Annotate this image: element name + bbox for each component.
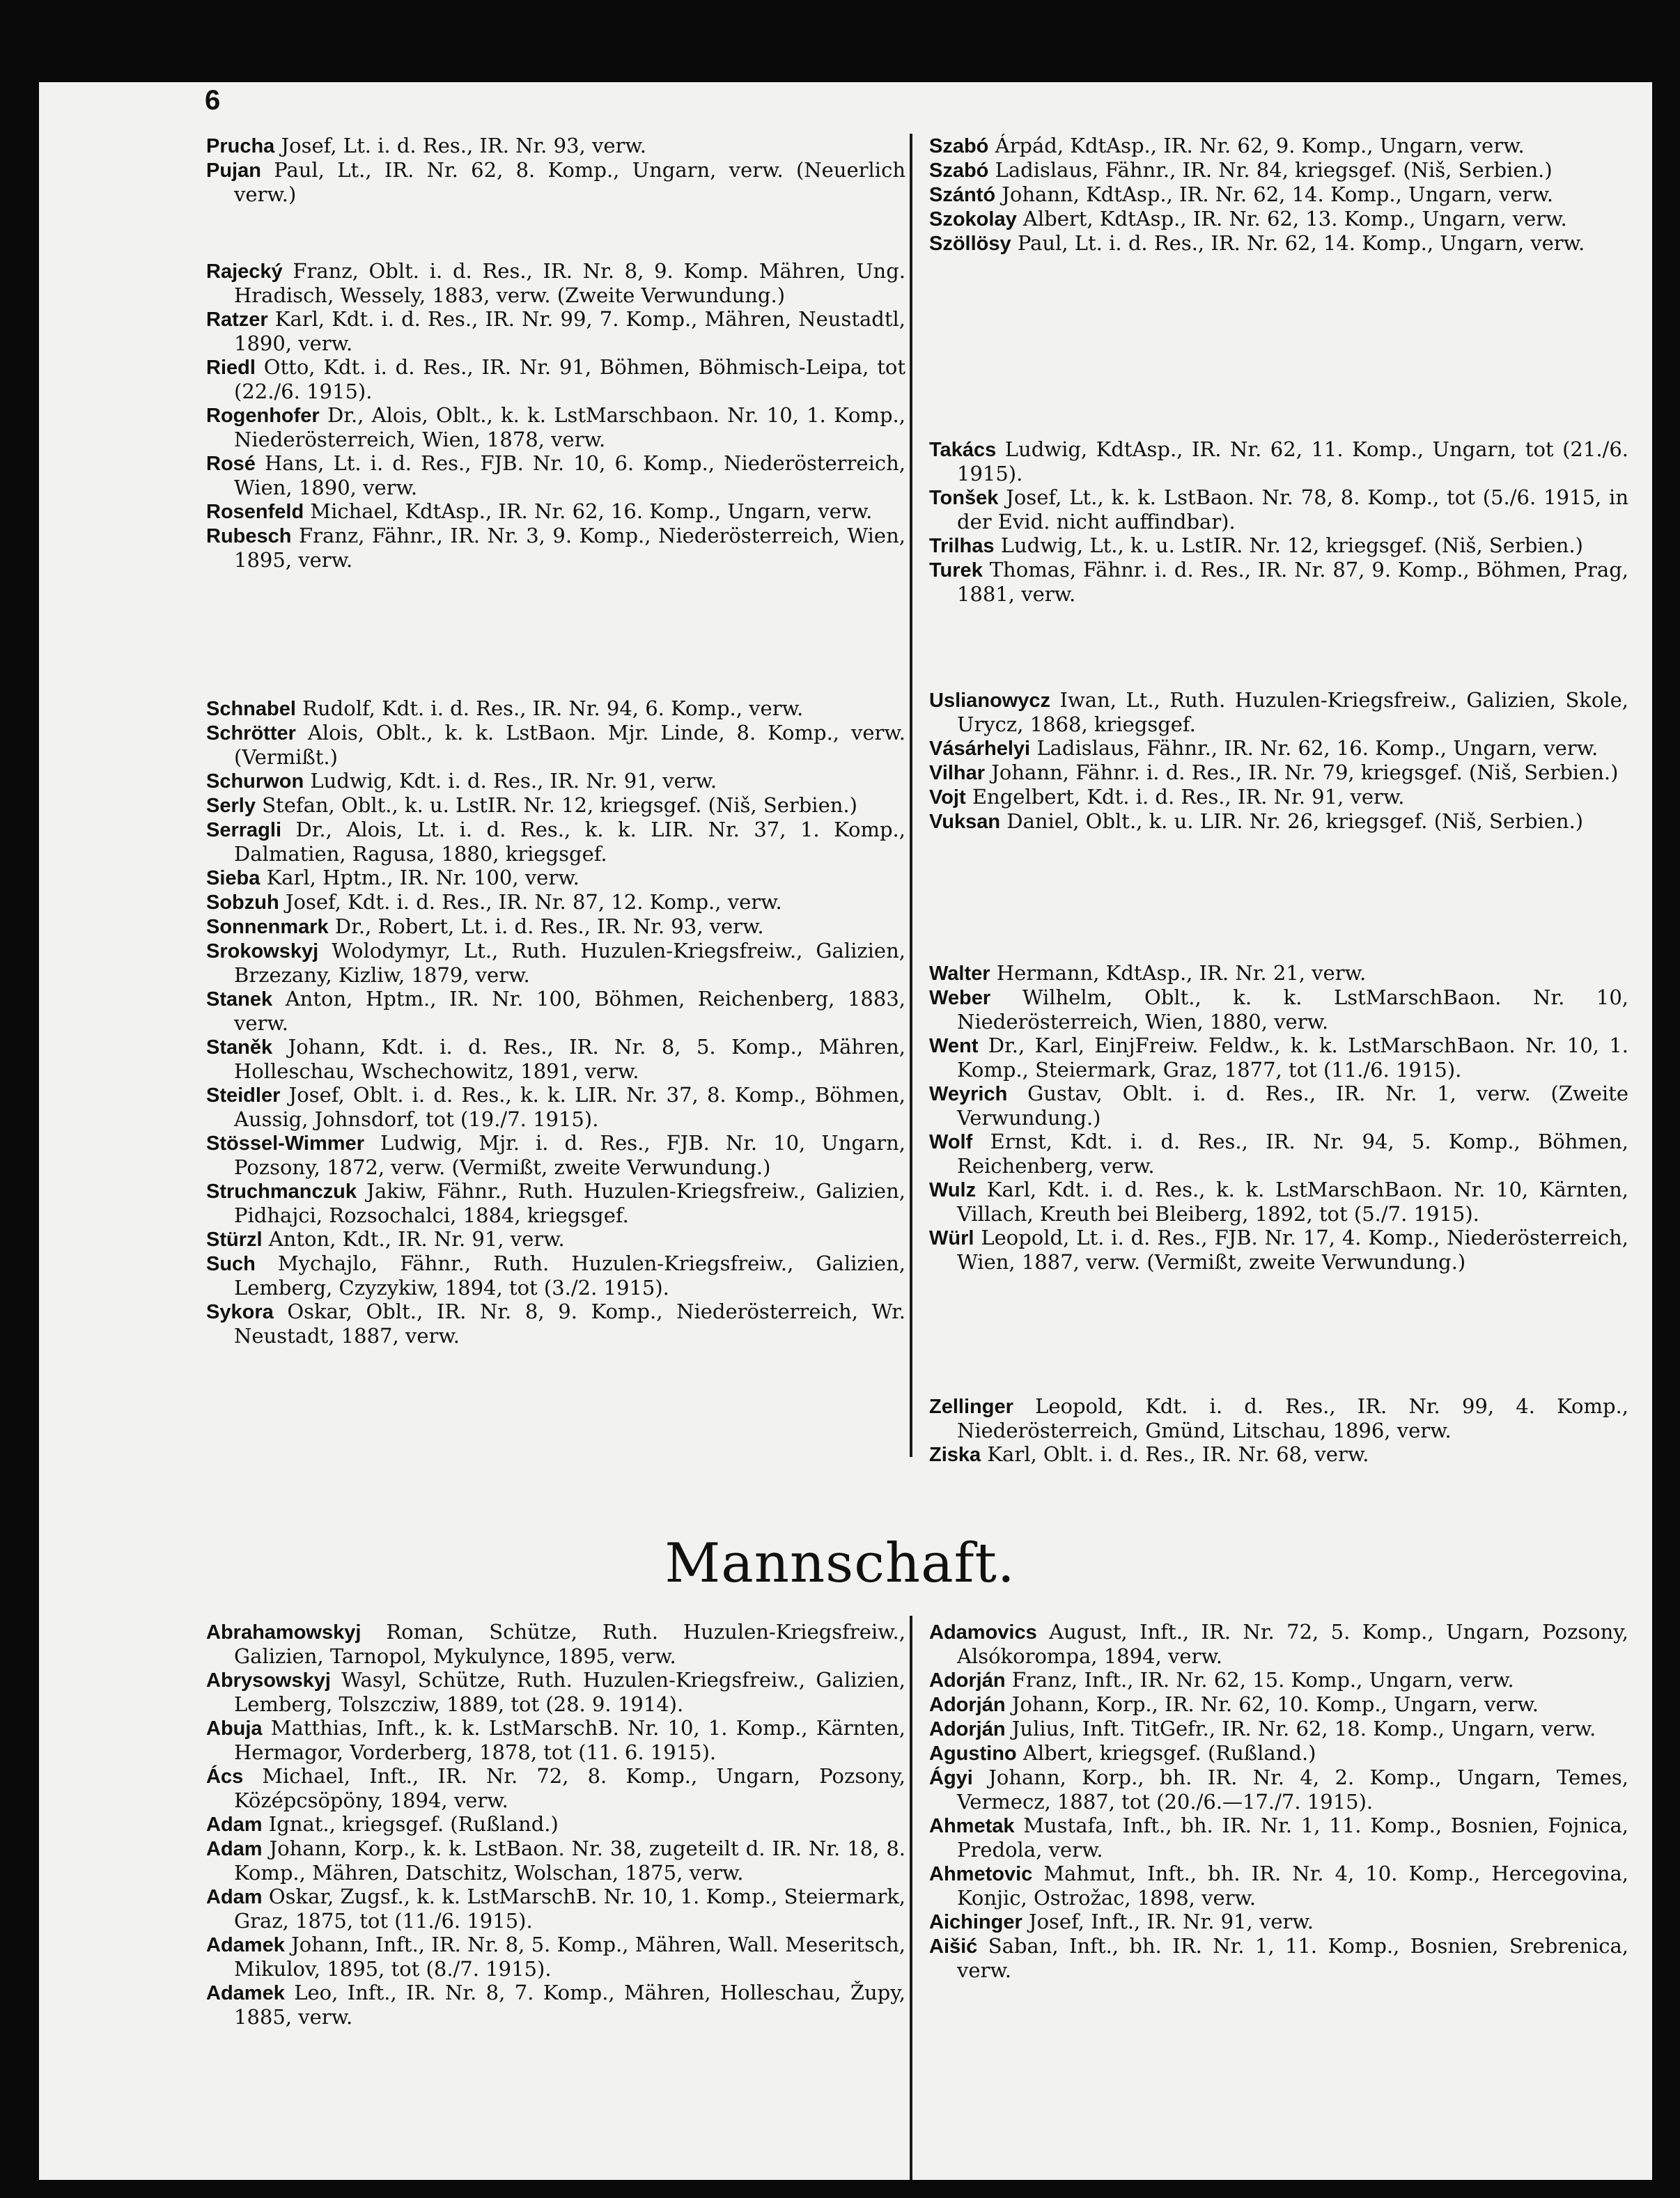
- entry-details: Jakiw, Fähnr., Ruth. Huzulen-Kriegsfreiw., Galizien, Pidhajci, Rozsochalci, 1884, kriegsgef.: [234, 1179, 905, 1227]
- roster-entry: [206, 1620, 905, 1668]
- roster-entry: [929, 437, 1628, 485]
- roster-entry: [206, 355, 905, 403]
- entry-surname: Went: [929, 1035, 979, 1057]
- entry-details: Ludwig, Mjr. i. d. Res., FJB. Nr. 10, Ungarn, Pozsony, 1872, verw. (Vermißt, zweite Verwundung.): [234, 1131, 905, 1179]
- entry-surname: Szabó: [929, 135, 989, 157]
- entry-details: Johann, Korp., bh. IR. Nr. 4, 2. Komp., Ungarn, Temes, Vermecz, 1887, tot (20./6.—17./7. 1915).: [957, 1766, 1628, 1814]
- entry-surname: Vojt: [929, 786, 966, 809]
- entry-details: Franz, Inft., IR. Nr. 62, 15. Komp., Ungarn, verw.: [1005, 1668, 1514, 1692]
- entry-surname: Ziska: [929, 1444, 981, 1466]
- entry-details: Franz, Oblt. i. d. Res., IR. Nr. 8, 9. Komp. Mähren, Ung. Hradisch, Wessely, 1883, verw. (Zweite Verwundung.): [234, 259, 905, 307]
- entry-surname: Tonšek: [929, 487, 999, 509]
- entry-surname: Zellinger: [929, 1396, 1013, 1418]
- entry-details: Johann, Inft., IR. Nr. 8, 5. Komp., Mähren, Wall. Meseritsch, Mikulov, 1895, tot (8./7. 1915).: [234, 1933, 905, 1981]
- scan-border-top: [0, 0, 1680, 82]
- roster-entry: [206, 1837, 905, 1885]
- entry-surname: Schrötter: [206, 722, 296, 745]
- entry-surname: Abuja: [206, 1717, 263, 1740]
- entry-surname: Trilhas: [929, 535, 995, 557]
- entry-surname: Aichinger: [929, 1911, 1022, 1933]
- roster-entry: [206, 1764, 905, 1812]
- column-rule-officers: [910, 134, 912, 1457]
- roster-entry: [929, 761, 1628, 785]
- entry-details: Daniel, Oblt., k. u. LIR. Nr. 26, kriegsgef. (Niš, Serbien.): [1000, 809, 1584, 833]
- entry-details: Ludwig, Kdt. i. d. Res., IR. Nr. 91, verw.: [304, 769, 717, 793]
- entry-details: Johann, Kdt. i. d. Res., IR. Nr. 8, 5. Komp., Mähren, Holleschau, Wschechowitz, 1891, verw.: [234, 1035, 905, 1083]
- entry-surname: Rajecký: [206, 260, 283, 283]
- column-rule-mannschaft: [910, 1616, 912, 2180]
- entry-details: Albert, KdtAsp., IR. Nr. 62, 13. Komp., Ungarn, verw.: [1016, 207, 1567, 231]
- roster-entry: [929, 1934, 1628, 1982]
- roster-entry: [929, 134, 1628, 158]
- entry-surname: Ahmetak: [929, 1815, 1015, 1837]
- entry-surname: Prucha: [206, 135, 275, 157]
- roster-entry: [206, 914, 905, 939]
- entry-surname: Adam: [206, 1838, 263, 1860]
- entry-surname: Wulz: [929, 1179, 977, 1201]
- entry-surname: Szabó: [929, 159, 989, 182]
- entry-details: Ignat., kriegsgef. (Rußland.): [262, 1812, 559, 1836]
- entry-details: Alois, Oblt., k. k. LstBaon. Mjr. Linde, 8. Komp., verw. (Vermißt.): [234, 721, 905, 769]
- roster-entry: [206, 866, 905, 890]
- roster-entry: [929, 207, 1628, 231]
- entry-details: Josef, Inft., IR. Nr. 91, verw.: [1022, 1910, 1314, 1933]
- entry-details: Gustav, Oblt. i. d. Res., IR. Nr. 1, verw. (Zweite Verwundung.): [957, 1082, 1628, 1130]
- entry-surname: Such: [206, 1253, 256, 1275]
- entry-surname: Sonnenmark: [206, 916, 329, 938]
- roster-entry: [206, 1131, 905, 1179]
- entry-details: Saban, Inft., bh. IR. Nr. 1, 11. Komp., Bosnien, Srebrenica, verw.: [957, 1934, 1628, 1982]
- entry-details: Matthias, Inft., k. k. LstMarschB. Nr. 10, 1. Komp., Kärnten, Hermagor, Vorderberg, 1878, tot (11. 6. 1915).: [234, 1716, 905, 1764]
- roster-entry: [206, 1179, 905, 1227]
- entry-surname: Weber: [929, 987, 991, 1009]
- roster-entry: [929, 533, 1628, 558]
- entry-details: Wasyl, Schütze, Ruth. Huzulen-Kriegsfreiw., Galizien, Lemberg, Tolszcziw, 1889, tot (28. 9. 1914).: [234, 1668, 905, 1716]
- entry-surname: Ahmetovic: [929, 1863, 1033, 1885]
- entry-surname: Rosenfeld: [206, 501, 304, 523]
- roster-entry: [206, 1300, 905, 1348]
- entry-surname: Schurwon: [206, 770, 304, 793]
- roster-entry: [206, 403, 905, 451]
- entry-details: Mychajlo, Fähnr., Ruth. Huzulen-Kriegsfreiw., Galizien, Lemberg, Czyzykiw, 1894, tot (3./2. 1915).: [234, 1252, 905, 1300]
- entry-surname: Wolf: [929, 1131, 973, 1153]
- roster-entry: [929, 961, 1628, 985]
- entry-details: Karl, Hptm., IR. Nr. 100, verw.: [260, 866, 580, 889]
- entry-details: Karl, Kdt. i. d. Res., IR. Nr. 99, 7. Komp., Mähren, Neustadtl, 1890, verw.: [234, 307, 905, 355]
- entry-details: Leo, Inft., IR. Nr. 8, 7. Komp., Mähren, Holleschau, Župy, 1885, verw.: [234, 1981, 905, 2029]
- entry-details: Anton, Kdt., IR. Nr. 91, verw.: [262, 1227, 565, 1251]
- entry-surname: Adam: [206, 1814, 263, 1836]
- roster-entry: [929, 182, 1628, 207]
- roster-entry: [929, 1082, 1628, 1130]
- entry-details: Paul, Lt., IR. Nr. 62, 8. Komp., Ungarn, verw. (Neuerlich verw.): [234, 158, 905, 206]
- entry-details: Dr., Robert, Lt. i. d. Res., IR. Nr. 93, verw.: [328, 914, 764, 938]
- scan-border-bottom: [0, 2180, 1680, 2198]
- entry-surname: Serly: [206, 795, 256, 817]
- entry-details: Leopold, Kdt. i. d. Res., IR. Nr. 99, 4. Komp., Niederösterreich, Gmünd, Litschau, 1896, verw.: [957, 1394, 1628, 1442]
- entry-surname: Adorján: [929, 1718, 1006, 1740]
- group-z: [929, 1394, 1628, 1467]
- entry-details: Karl, Kdt. i. d. Res., k. k. LstMarschBaon. Nr. 10, Kärnten, Villach, Kreuth bei Bleiberg, 1892, tot (5./7. 1915).: [957, 1178, 1628, 1226]
- entry-surname: Adam: [206, 1886, 263, 1908]
- group-r: [206, 259, 905, 572]
- roster-entry: [929, 231, 1628, 256]
- entry-surname: Vásárhelyi: [929, 738, 1031, 760]
- entry-surname: Stürzl: [206, 1229, 263, 1251]
- entry-details: Anton, Hptm., IR. Nr. 100, Böhmen, Reichenberg, 1883, verw.: [234, 987, 905, 1035]
- entry-details: Franz, Fähnr., IR. Nr. 3, 9. Komp., Niederösterreich, Wien, 1895, verw.: [234, 524, 905, 572]
- entry-surname: Sykora: [206, 1301, 274, 1323]
- entry-surname: Sieba: [206, 867, 260, 889]
- roster-entry: [929, 1862, 1628, 1910]
- entry-surname: Aišić: [929, 1935, 978, 1958]
- entry-details: Ludwig, KdtAsp., IR. Nr. 62, 11. Komp., Ungarn, tot (21./6. 1915).: [957, 437, 1628, 485]
- entry-details: Josef, Lt., k. k. LstBaon. Nr. 78, 8. Komp., tot (5./6. 1915, in der Evid. nicht auffindbar).: [957, 485, 1628, 533]
- roster-entry: [206, 939, 905, 987]
- scan-border-left: [0, 0, 39, 2198]
- roster-entry: [929, 1910, 1628, 1934]
- roster-entry: [929, 1814, 1628, 1862]
- entry-surname: Steidler: [206, 1084, 281, 1107]
- entry-surname: Walter: [929, 962, 990, 985]
- entry-details: Ladislaus, Fähnr., IR. Nr. 84, kriegsgef. (Niš, Serbien.): [988, 158, 1553, 182]
- roster-entry: [929, 1620, 1628, 1668]
- roster-entry: [206, 1981, 905, 2029]
- entry-details: Ernst, Kdt. i. d. Res., IR. Nr. 94, 5. Komp., Böhmen, Reichenberg, verw.: [957, 1130, 1628, 1178]
- entry-surname: Adorján: [929, 1694, 1006, 1716]
- roster-entry: [206, 307, 905, 355]
- roster-entry: [206, 158, 905, 206]
- entry-details: Stefan, Oblt., k. u. LstIR. Nr. 12, kriegsgef. (Niš, Serbien.): [255, 793, 857, 817]
- entry-details: Michael, Inft., IR. Nr. 72, 8. Komp., Ungarn, Pozsony, Középcsöpöny, 1894, verw.: [234, 1764, 905, 1812]
- entry-details: Otto, Kdt. i. d. Res., IR. Nr. 91, Böhmen, Böhmisch-Leipa, tot (22./6. 1915).: [234, 355, 905, 403]
- entry-details: Julius, Inft. TitGefr., IR. Nr. 62, 18. Komp., Ungarn, verw.: [1005, 1717, 1596, 1740]
- entry-surname: Rubesch: [206, 525, 292, 547]
- entry-details: Oskar, Zugsf., k. k. LstMarschB. Nr. 10, 1. Komp., Steiermark, Graz, 1875, tot (11./6. 1915).: [234, 1885, 905, 1933]
- entry-details: Josef, Kdt. i. d. Res., IR. Nr. 87, 12. Komp., verw.: [279, 890, 782, 914]
- scan-border-right: [1652, 0, 1680, 2198]
- roster-entry: [929, 158, 1628, 182]
- roster-entry: [929, 1692, 1628, 1717]
- entry-surname: Pujan: [206, 159, 261, 182]
- entry-details: Wilhelm, Oblt., k. k. LstMarschBaon. Nr. 10, Niederösterreich, Wien, 1880, verw.: [957, 985, 1628, 1034]
- entry-surname: Adamek: [206, 1982, 285, 2004]
- entry-details: Josef, Lt. i. d. Res., IR. Nr. 93, verw.: [274, 134, 646, 157]
- entry-surname: Stanek: [206, 988, 273, 1011]
- roster-entry: [206, 1035, 905, 1083]
- group-mannschaft-left: [206, 1620, 905, 2029]
- roster-entry: [929, 1442, 1628, 1467]
- roster-entry: [929, 1741, 1628, 1766]
- entry-details: August, Inft., IR. Nr. 72, 5. Komp., Ungarn, Pozsony, Alsókorompa, 1894, verw.: [957, 1620, 1628, 1668]
- entry-surname: Abrahamowskyj: [206, 1621, 361, 1644]
- entry-details: Oskar, Oblt., IR. Nr. 8, 9. Komp., Niederösterreich, Wr. Neustadt, 1887, verw.: [234, 1300, 905, 1348]
- entry-surname: Ratzer: [206, 309, 268, 331]
- roster-entry: [206, 818, 905, 866]
- entry-surname: Würl: [929, 1227, 974, 1249]
- entry-surname: Turek: [929, 559, 983, 582]
- entry-surname: Agustino: [929, 1743, 1017, 1765]
- roster-entry: [929, 785, 1628, 809]
- roster-entry: [206, 1227, 905, 1252]
- entry-details: Wolodymyr, Lt., Ruth. Huzulen-Kriegsfreiw., Galizien, Brzezany, Kizliw, 1879, verw.: [234, 939, 905, 987]
- entry-details: Roman, Schütze, Ruth. Huzulen-Kriegsfreiw., Galizien, Tarnopol, Mykulynce, 1895, verw.: [234, 1620, 905, 1668]
- entry-surname: Rogenhofer: [206, 405, 320, 427]
- roster-entry: [206, 1668, 905, 1716]
- entry-details: Josef, Oblt. i. d. Res., k. k. LIR. Nr. 37, 8. Komp., Böhmen, Aussig, Johnsdorf, tot (19./7. 1915).: [234, 1083, 905, 1131]
- group-p: [206, 134, 905, 206]
- entry-details: Mustafa, Inft., bh. IR. Nr. 1, 11. Komp., Bosnien, Fojnica, Predola, verw.: [957, 1814, 1628, 1862]
- group-u-v: [929, 688, 1628, 834]
- roster-entry: [929, 1766, 1628, 1814]
- roster-entry: [929, 1178, 1628, 1226]
- entry-surname: Ács: [206, 1766, 244, 1788]
- entry-details: Hans, Lt. i. d. Res., FJB. Nr. 10, 6. Komp., Niederösterreich, Wien, 1890, verw.: [234, 451, 905, 499]
- entry-surname: Takács: [929, 439, 997, 461]
- entry-details: Ladislaus, Fähnr., IR. Nr. 62, 16. Komp., Ungarn, verw.: [1030, 736, 1599, 760]
- entry-surname: Rosé: [206, 453, 256, 475]
- section-title-mannschaft: Mannschaft.: [664, 1532, 1016, 1595]
- entry-details: Michael, KdtAsp., IR. Nr. 62, 16. Komp., Ungarn, verw.: [304, 499, 873, 523]
- roster-entry: [206, 451, 905, 499]
- roster-entry: [206, 1083, 905, 1131]
- entry-surname: Szántó: [929, 184, 996, 206]
- roster-entry: [929, 485, 1628, 533]
- entry-surname: Riedl: [206, 357, 256, 379]
- entry-surname: Stössel-Wimmer: [206, 1132, 364, 1155]
- entry-details: Mahmut, Inft., bh. IR. Nr. 4, 10. Komp., Hercegovina, Konjic, Ostrožac, 1898, verw.: [957, 1862, 1628, 1910]
- roster-entry: [929, 1226, 1628, 1274]
- roster-entry: [929, 1034, 1628, 1082]
- entry-surname: Szokolay: [929, 208, 1017, 231]
- entry-surname: Weyrich: [929, 1083, 1008, 1105]
- roster-entry: [929, 809, 1628, 834]
- group-sz: [929, 134, 1628, 256]
- roster-entry: [206, 890, 905, 914]
- entry-surname: Adorján: [929, 1669, 1006, 1692]
- entry-surname: Vilhar: [929, 762, 986, 784]
- entry-surname: Struchmanczuk: [206, 1180, 357, 1203]
- roster-entry: [206, 696, 905, 721]
- roster-entry: [929, 688, 1628, 736]
- roster-entry: [206, 134, 905, 158]
- roster-entry: [206, 769, 905, 793]
- roster-entry: [206, 987, 905, 1035]
- entry-surname: Sobzuh: [206, 891, 279, 914]
- entry-details: Paul, Lt. i. d. Res., IR. Nr. 62, 14. Komp., Ungarn, verw.: [1011, 231, 1585, 255]
- group-w: [929, 961, 1628, 1274]
- entry-details: Iwan, Lt., Ruth. Huzulen-Kriegsfreiw., Galizien, Skole, Urycz, 1868, kriegsgef.: [957, 688, 1628, 736]
- entry-details: Leopold, Lt. i. d. Res., FJB. Nr. 17, 4. Komp., Niederösterreich, Wien, 1887, verw. (Vermißt, zweite Verwundung.): [957, 1226, 1628, 1274]
- entry-surname: Schnabel: [206, 698, 296, 720]
- entry-details: Johann, KdtAsp., IR. Nr. 62, 14. Komp., Ungarn, verw.: [995, 182, 1553, 206]
- entry-surname: Szöllösy: [929, 233, 1011, 255]
- entry-details: Johann, Korp., IR. Nr. 62, 10. Komp., Ungarn, verw.: [1005, 1692, 1539, 1716]
- entry-surname: Staněk: [206, 1036, 273, 1059]
- group-t: [929, 437, 1628, 606]
- roster-entry: [206, 1812, 905, 1837]
- page-number: 6: [205, 85, 221, 116]
- entry-surname: Adamovics: [929, 1621, 1037, 1644]
- entry-surname: Uslianowycz: [929, 689, 1051, 712]
- entry-details: Árpád, KdtAsp., IR. Nr. 62, 9. Komp., Ungarn, verw.: [988, 134, 1525, 157]
- entry-details: Dr., Alois, Lt. i. d. Res., k. k. LIR. Nr. 37, 1. Komp., Dalmatien, Ragusa, 1880, kriegsgef.: [234, 818, 905, 866]
- entry-details: Johann, Fähnr. i. d. Res., IR. Nr. 79, kriegsgef. (Niš, Serbien.): [985, 761, 1619, 784]
- roster-entry: [206, 1885, 905, 1933]
- roster-entry: [206, 721, 905, 769]
- roster-entry: [206, 1933, 905, 1981]
- entry-surname: Serragli: [206, 819, 281, 841]
- entry-surname: Ágyi: [929, 1767, 973, 1789]
- roster-entry: [929, 558, 1628, 606]
- group-mannschaft-right: [929, 1620, 1628, 1982]
- roster-entry: [929, 985, 1628, 1034]
- roster-entry: [929, 1394, 1628, 1442]
- entry-details: Karl, Oblt. i. d. Res., IR. Nr. 68, verw.: [981, 1442, 1369, 1466]
- entry-details: Johann, Korp., k. k. LstBaon. Nr. 38, zugeteilt d. IR. Nr. 18, 8. Komp., Mähren, Datschitz, Wolschan, 1875, verw.: [234, 1837, 905, 1885]
- roster-entry: [929, 1717, 1628, 1741]
- roster-entry: [206, 524, 905, 572]
- entry-details: Ludwig, Lt., k. u. LstIR. Nr. 12, kriegsgef. (Niš, Serbien.): [994, 533, 1583, 557]
- entry-surname: Abrysowskyj: [206, 1669, 331, 1692]
- entry-surname: Vuksan: [929, 811, 1001, 833]
- entry-details: Dr., Karl, EinjFreiw. Feldw., k. k. LstMarschBaon. Nr. 10, 1. Komp., Steiermark, Graz, 1877, tot (11./6. 1915).: [957, 1034, 1628, 1082]
- group-s-left: [206, 696, 905, 1348]
- entry-surname: Srokowskyj: [206, 940, 319, 962]
- entry-details: Thomas, Fähnr. i. d. Res., IR. Nr. 87, 9. Komp., Böhmen, Prag, 1881, verw.: [957, 558, 1628, 606]
- entry-details: Dr., Alois, Oblt., k. k. LstMarschbaon. Nr. 10, 1. Komp., Niederösterreich, Wien, 1878, verw.: [234, 403, 905, 451]
- roster-entry: [206, 499, 905, 524]
- roster-entry: [929, 1130, 1628, 1178]
- entry-surname: Adamek: [206, 1934, 285, 1956]
- entry-details: Rudolf, Kdt. i. d. Res., IR. Nr. 94, 6. Komp., verw.: [295, 696, 804, 720]
- entry-details: Hermann, KdtAsp., IR. Nr. 21, verw.: [990, 961, 1367, 985]
- roster-entry: [206, 793, 905, 818]
- entry-details: Engelbert, Kdt. i. d. Res., IR. Nr. 91, verw.: [965, 785, 1405, 809]
- entry-details: Albert, kriegsgef. (Rußland.): [1016, 1741, 1316, 1765]
- roster-entry: [929, 736, 1628, 761]
- roster-entry: [206, 1716, 905, 1764]
- roster-entry: [206, 259, 905, 307]
- roster-entry: [929, 1668, 1628, 1692]
- roster-entry: [206, 1252, 905, 1300]
